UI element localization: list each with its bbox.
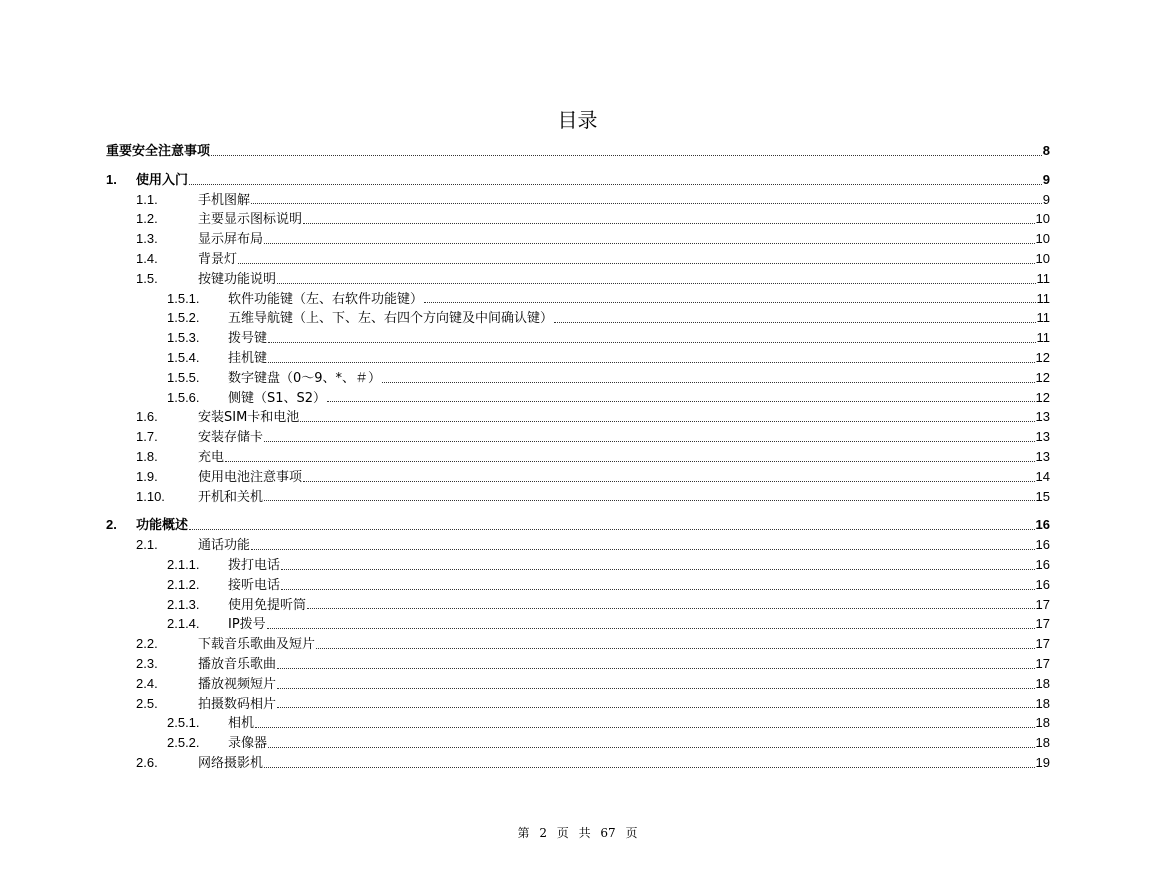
toc-entry-title: 拨打电话: [228, 557, 281, 573]
page-footer: 第 2 页 共 67 页: [517, 826, 638, 840]
dot-leader: [268, 746, 1035, 748]
toc-entry-page-number: 8: [1042, 143, 1050, 158]
toc-entry-page-number: 18: [1035, 735, 1050, 751]
toc-entry-page-number: 19: [1035, 754, 1050, 770]
toc-entry-number: 2.1.: [136, 537, 158, 553]
toc-entry-number: 2.1.4.: [167, 616, 200, 632]
toc-entry[interactable]: [106, 229, 1050, 249]
toc-entry-title: 使用电池注意事项: [198, 469, 303, 485]
toc-entry-page-number: 11: [1036, 330, 1050, 346]
toc-entry-title: 下载音乐歌曲及短片: [198, 637, 316, 653]
toc-entry[interactable]: [106, 249, 1050, 269]
toc-entry[interactable]: [106, 634, 1050, 654]
toc-entry[interactable]: [106, 141, 1050, 161]
toc-entry-page-number: 14: [1035, 468, 1050, 484]
toc-entry[interactable]: [106, 674, 1050, 694]
toc-entry-number: 1.2.: [136, 211, 158, 227]
toc-entry-page-number: 11: [1036, 310, 1050, 326]
toc-entry-page-number: 9: [1042, 191, 1050, 207]
toc-entry-number: 1.1.: [136, 191, 158, 207]
dot-leader: [211, 154, 1042, 156]
toc-entry[interactable]: [106, 170, 1050, 190]
toc-entry[interactable]: [106, 348, 1050, 368]
toc-entry-number: 1.5.4.: [167, 349, 200, 365]
toc-entry[interactable]: [106, 368, 1050, 388]
toc-entry-page-number: 12: [1035, 369, 1050, 385]
toc-entry-number: 1.5.2.: [167, 310, 200, 326]
dot-leader: [303, 480, 1035, 482]
toc-entry-number: 1.5.5.: [167, 369, 200, 385]
toc-entry-page-number: 17: [1035, 636, 1050, 652]
toc-entry-title: 按键功能说明: [198, 271, 277, 287]
dot-leader: [281, 588, 1035, 590]
dot-leader: [264, 499, 1035, 501]
toc-entry[interactable]: [106, 595, 1050, 615]
toc-entry[interactable]: [106, 614, 1050, 634]
toc-entry-page-number: 17: [1035, 596, 1050, 612]
toc-entry-page-number: 13: [1035, 429, 1050, 445]
toc-entry-title: IP拨号: [228, 617, 266, 633]
dot-leader: [189, 528, 1035, 530]
toc-entry-number: 1.5.6.: [167, 389, 200, 405]
toc-entry-page-number: 9: [1042, 171, 1050, 187]
toc-entry-title: 背景灯: [198, 251, 238, 267]
toc-entry-page-number: 16: [1035, 576, 1050, 592]
toc-entry-title: 播放音乐歌曲: [198, 656, 277, 672]
toc-entry-number: 1.5.3.: [167, 330, 200, 346]
toc-entry-number: 1.5.1.: [167, 290, 200, 306]
toc-entry-page-number: 10: [1035, 211, 1050, 227]
toc-entry[interactable]: [106, 447, 1050, 467]
toc-entry-title: 安装存储卡: [198, 430, 264, 446]
dot-leader: [281, 568, 1035, 570]
toc-entry[interactable]: [106, 328, 1050, 348]
dot-leader: [264, 242, 1035, 244]
dot-leader: [267, 627, 1035, 629]
toc-entry-number: 2.4.: [136, 675, 158, 691]
toc-entry-title: 充电: [198, 449, 225, 465]
toc-entry-title: 使用免提听筒: [228, 597, 307, 613]
toc-entry-page-number: 18: [1035, 715, 1050, 731]
toc-entry[interactable]: [106, 388, 1050, 408]
toc-entry-page-number: 16: [1035, 556, 1050, 572]
toc-entry-number: 2.5.: [136, 695, 158, 711]
dot-leader: [277, 687, 1035, 689]
dot-leader: [264, 766, 1035, 768]
toc-entry-title: 开机和关机: [198, 489, 264, 505]
dot-leader: [307, 607, 1035, 609]
toc-entry-number: 2.2.: [136, 636, 158, 652]
toc-entry-title: 使用入门: [136, 172, 189, 188]
toc-entry-title: 主要显示图标说明: [198, 212, 303, 228]
toc-entry-title: 安装SIM卡和电池: [198, 410, 300, 426]
toc-entry-title: 播放视频短片: [198, 676, 277, 692]
toc-entry-page-number: 18: [1035, 695, 1050, 711]
toc-entry[interactable]: [106, 209, 1050, 229]
toc-entry-title: 数字键盘（0～9、*、＃）: [228, 370, 382, 386]
toc-entry[interactable]: [106, 289, 1050, 309]
dot-leader: [264, 440, 1035, 442]
toc-entry[interactable]: [106, 308, 1050, 328]
toc-entry-number: 2.1.1.: [167, 556, 200, 572]
toc-entry-number: 2.5.2.: [167, 735, 200, 751]
toc-title: 目录: [557, 108, 598, 132]
toc-entry-page-number: 13: [1035, 409, 1050, 425]
toc-entry-page-number: 16: [1035, 517, 1050, 533]
toc-entry[interactable]: [106, 487, 1050, 507]
toc-entry-number: 1.3.: [136, 231, 158, 247]
toc-entry[interactable]: [106, 190, 1050, 210]
toc-entry[interactable]: [106, 713, 1050, 733]
toc-entry-page-number: 13: [1035, 448, 1050, 464]
toc-entry-number: 1.5.: [136, 270, 158, 286]
toc-entry-page-number: 11: [1036, 290, 1050, 306]
dot-leader: [277, 282, 1035, 284]
toc-entry-number: 2.6.: [136, 754, 158, 770]
dot-leader: [277, 706, 1035, 708]
toc-entry-page-number: 10: [1035, 250, 1050, 266]
toc-entry-title: 软件功能键（左、右软件功能键）: [228, 291, 424, 307]
toc-entry-number: 2.1.3.: [167, 596, 200, 612]
toc-entry-number: 2.: [106, 517, 117, 533]
toc-entry-title: 功能概述: [136, 518, 189, 534]
toc-entry-number: 1.8.: [136, 448, 158, 464]
toc-entry-number: 1.9.: [136, 468, 158, 484]
dot-leader: [382, 381, 1034, 383]
toc-entry[interactable]: [106, 694, 1050, 714]
dot-leader: [316, 647, 1035, 649]
toc-entry-title: 录像器: [228, 736, 268, 752]
toc-entry-title: 网络摄影机: [198, 755, 264, 771]
toc-entry-page-number: 17: [1035, 655, 1050, 671]
toc-entry-page-number: 18: [1035, 675, 1050, 691]
dot-leader: [251, 548, 1035, 550]
toc-entry-page-number: 17: [1035, 616, 1050, 632]
toc-entry-title: 通话功能: [198, 538, 251, 554]
toc-entry[interactable]: [106, 733, 1050, 753]
toc-entry-title: 相机: [228, 716, 255, 732]
toc-entry-title: 五维导航键（上、下、左、右四个方向键及中间确认键）: [228, 311, 554, 327]
toc-entry-number: 2.1.2.: [167, 576, 200, 592]
toc-entry[interactable]: [106, 467, 1050, 487]
table-of-contents: [106, 141, 1050, 773]
toc-entry-page-number: 15: [1035, 488, 1050, 504]
toc-entry[interactable]: [106, 427, 1050, 447]
toc-entry-number: 1.6.: [136, 409, 158, 425]
dot-leader: [189, 183, 1042, 185]
toc-entry-title: 手机图解: [198, 192, 251, 208]
dot-leader: [300, 420, 1034, 422]
dot-leader: [424, 301, 1035, 303]
dot-leader: [554, 321, 1035, 323]
dot-leader: [268, 341, 1035, 343]
toc-entry-page-number: 16: [1035, 537, 1050, 553]
dot-leader: [225, 460, 1035, 462]
dot-leader: [251, 202, 1042, 204]
toc-entry[interactable]: [106, 535, 1050, 555]
toc-entry-title: 拨号键: [228, 331, 268, 347]
toc-entry[interactable]: [106, 575, 1050, 595]
toc-entry-title: 重要安全注意事项: [106, 144, 211, 159]
dot-leader: [255, 726, 1035, 728]
toc-entry[interactable]: [106, 555, 1050, 575]
toc-entry-number: 1.: [106, 171, 117, 187]
dot-leader: [238, 262, 1035, 264]
toc-entry-page-number: 11: [1036, 270, 1050, 286]
toc-entry-number: 1.4.: [136, 250, 158, 266]
toc-entry[interactable]: [106, 407, 1050, 427]
toc-entry-number: 1.7.: [136, 429, 158, 445]
dot-leader: [268, 361, 1035, 363]
toc-entry[interactable]: [106, 269, 1050, 289]
toc-entry-page-number: 10: [1035, 231, 1050, 247]
toc-entry-number: 1.10.: [136, 488, 165, 504]
dot-leader: [277, 667, 1035, 669]
toc-entry-title: 显示屏布局: [198, 232, 264, 248]
toc-entry-page-number: 12: [1035, 349, 1050, 365]
toc-entry-title: 接听电话: [228, 577, 281, 593]
toc-entry-title: 拍摄数码相片: [198, 696, 277, 712]
toc-entry[interactable]: [106, 654, 1050, 674]
dot-leader: [303, 222, 1035, 224]
toc-entry-page-number: 12: [1035, 389, 1050, 405]
toc-entry-title: 侧键（S1、S2）: [228, 390, 327, 406]
toc-entry-number: 2.5.1.: [167, 715, 200, 731]
dot-leader: [327, 400, 1034, 402]
toc-entry[interactable]: [106, 753, 1050, 773]
toc-entry[interactable]: [106, 515, 1050, 535]
toc-entry-title: 挂机键: [228, 350, 268, 366]
toc-entry-number: 2.3.: [136, 655, 158, 671]
